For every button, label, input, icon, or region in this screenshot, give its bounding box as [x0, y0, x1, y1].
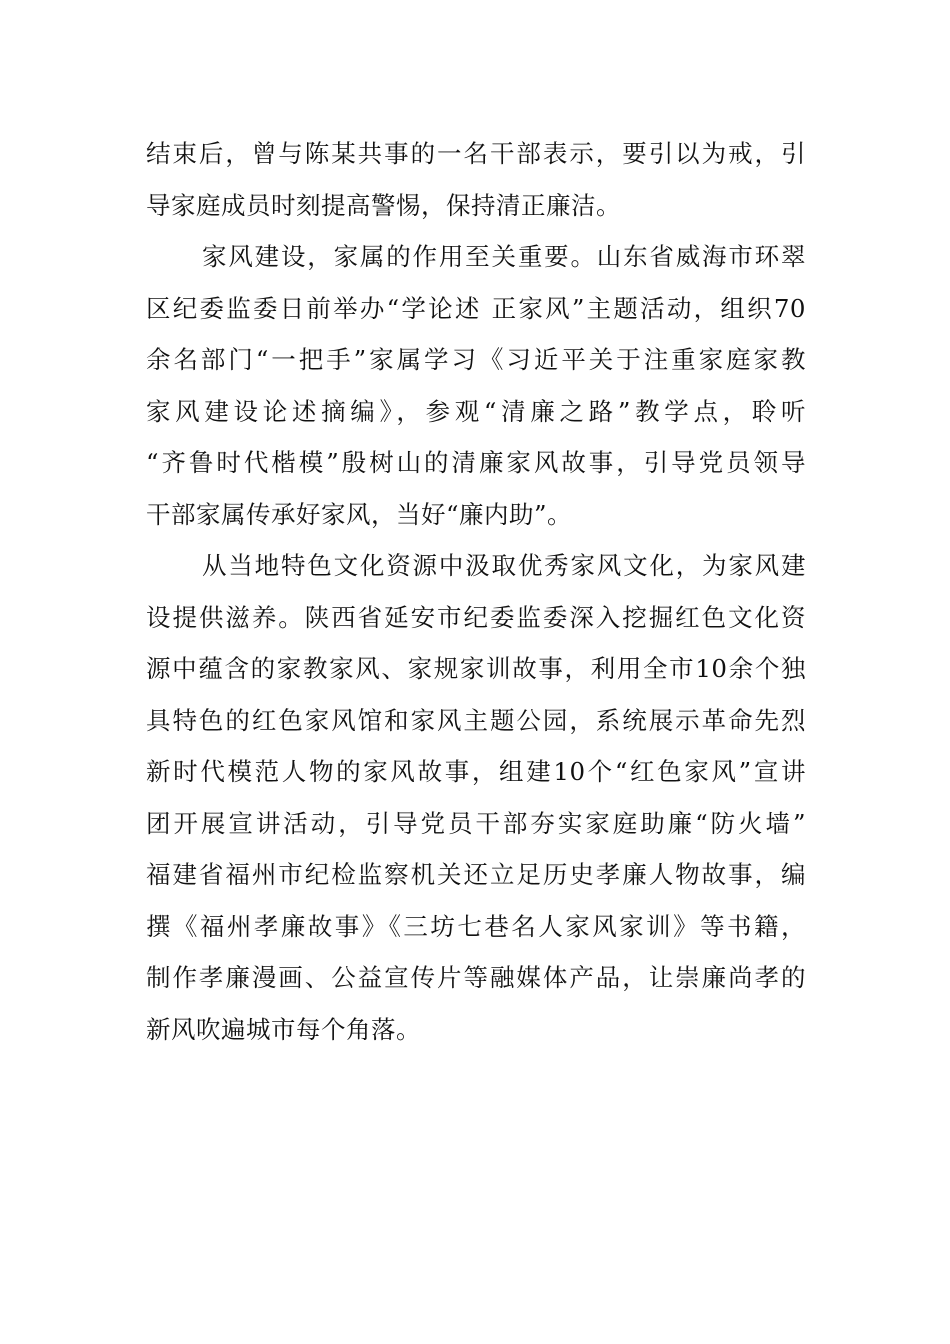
paragraph-1-line-2: 导家庭成员时刻提高警惕，保持清正廉洁。: [146, 190, 621, 220]
paragraph-3-line-1: 从当地特色文化资源中汲取优秀家风文化，为家风建: [202, 551, 806, 580]
paragraph-2-line-4: 家风建设论述摘编》，参观“清廉之路”教学点，聆听: [146, 396, 806, 426]
paragraph-2-line-6: 干部家属传承好家风，当好“廉内助”。: [146, 499, 573, 529]
paragraph-3-line-2: 设提供滋养。陕西省延安市纪委监委深入挖掘红色文化资: [146, 602, 806, 632]
paragraph-2-line-5: “齐鲁时代楷模”殷树山的清廉家风故事，引导党员领导: [146, 448, 806, 477]
paragraph-3-line-3: 源中蕴含的家教家风、家规家训故事，利用全市10余个独: [146, 654, 806, 683]
paragraph-2-line-3: 余名部门“一把手”家属学习《习近平关于注重家庭家教: [146, 345, 806, 374]
paragraph-1-line-1: 结束后，曾与陈某共事的一名干部表示，要引以为戒，引: [146, 139, 806, 168]
paragraph-3-line-9: 制作孝廉漫画、公益宣传片等融媒体产品，让崇廉尚孝的: [146, 963, 806, 992]
paragraph-3-line-7: 福建省福州市纪检监察机关还立足历史孝廉人物故事，编: [146, 860, 806, 889]
paragraph-2-line-2: 区纪委监委日前举办“学论述 正家风”主题活动，组织70: [146, 293, 806, 323]
body-text: [146, 128, 806, 1055]
paragraph-3-line-4: 具特色的红色家风馆和家风主题公园，系统展示革命先烈: [146, 705, 806, 735]
paragraph-3-line-8: 撰《福州孝廉故事》《三坊七巷名人家风家训》等书籍，: [146, 911, 806, 941]
paragraph-3-line-6: 团开展宣讲活动，引导党员干部夯实家庭助廉“防火墙”: [146, 808, 806, 838]
paragraph-3-line-10: 新风吹遍城市每个角落。: [146, 1014, 421, 1044]
paragraph-2-line-1: 家风建设，家属的作用至关重要。山东省威海市环翠: [202, 242, 806, 271]
paragraph-3-line-5: 新时代模范人物的家风故事，组建10个“红色家风”宣讲: [146, 757, 806, 786]
